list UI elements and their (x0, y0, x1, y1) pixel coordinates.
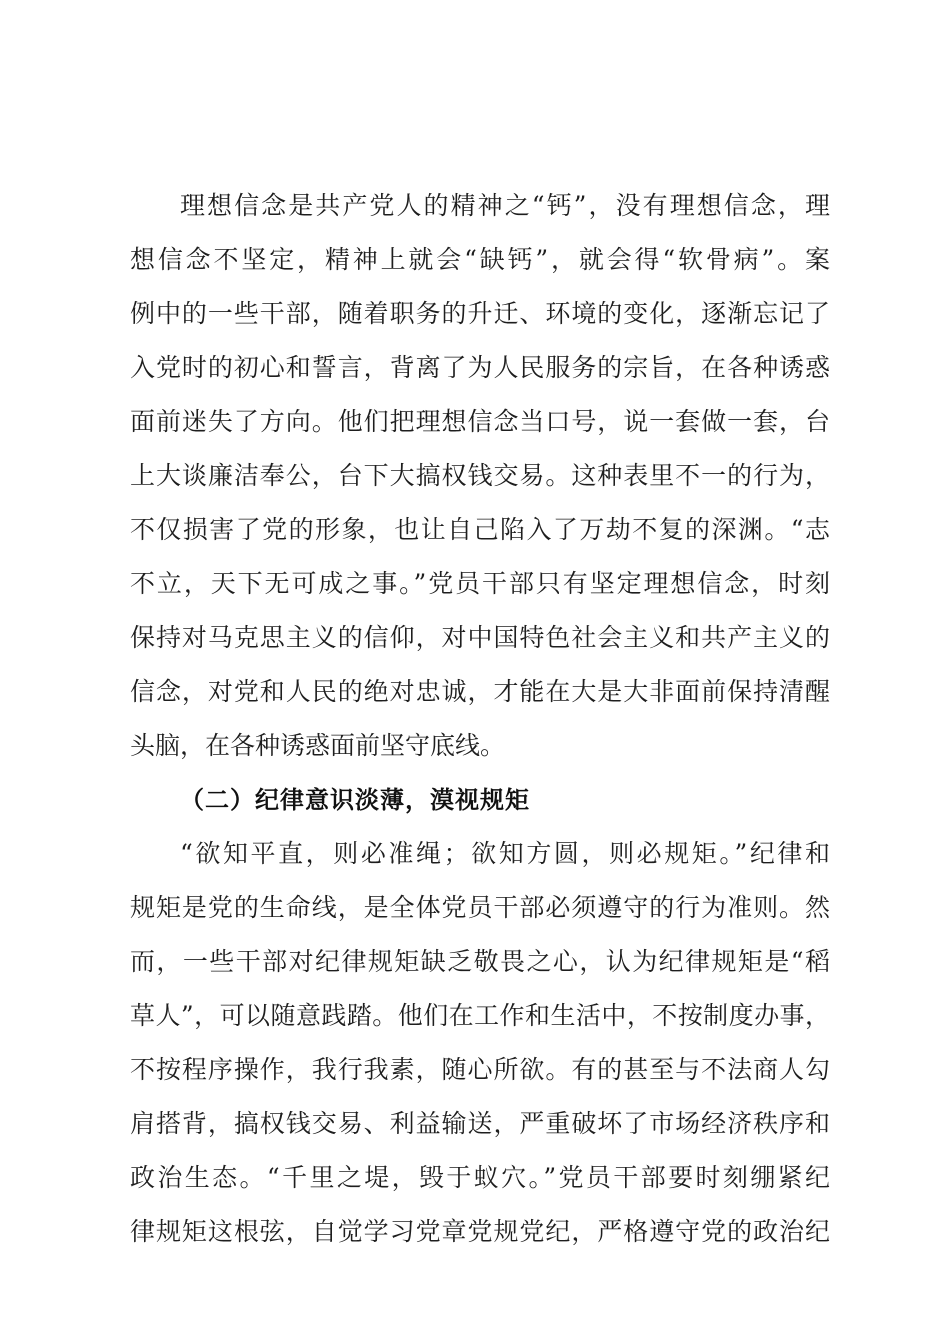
paragraph-2-line-5: 不按程序操作，我行我素，随心所欲。有的甚至与不法商人勾 (130, 1055, 830, 1084)
paragraph-1-line-9: 保持对马克思主义的信仰，对中国特色社会主义和共产主义的 (130, 623, 830, 652)
paragraph-1-line-2: 想信念不坚定，精神上就会“缺钙”，就会得“软骨病”。案 (130, 245, 830, 274)
paragraph-2-line-6: 肩搭背，搞权钱交易、利益输送，严重破坏了市场经济秩序和 (130, 1109, 830, 1138)
paragraph-1-line-11: 头脑，在各种诱惑面前坚守底线。 (130, 731, 506, 760)
paragraph-1-line-3: 例中的一些干部，随着职务的升迁、环境的变化，逐渐忘记了 (130, 299, 830, 328)
paragraph-2-line-8: 律规矩这根弦，自觉学习党章党规党纪，严格遵守党的政治纪 (130, 1217, 830, 1246)
paragraph-1-line-10: 信念，对党和人民的绝对忠诚，才能在大是大非面前保持清醒 (130, 677, 830, 706)
paragraph-2-line-4: 草人”，可以随意践踏。他们在工作和生活中，不按制度办事， (130, 1001, 830, 1030)
paragraph-1-line-4: 入党时的初心和誓言，背离了为人民服务的宗旨，在各种诱惑 (130, 353, 830, 382)
paragraph-1-line-8: 不立，天下无可成之事。”党员干部只有坚定理想信念，时刻 (130, 569, 830, 598)
paragraph-1-line-7: 不仅损害了党的形象，也让自己陷入了万劫不复的深渊。“志 (130, 515, 830, 544)
paragraph-2-line-3: 而，一些干部对纪律规矩缺乏敬畏之心，认为纪律规矩是“稻 (130, 947, 830, 976)
paragraph-2-line-7: 政治生态。“千里之堤，毁于蚁穴。”党员干部要时刻绷紧纪 (130, 1163, 830, 1192)
paragraph-1-line-5: 面前迷失了方向。他们把理想信念当口号，说一套做一套，台 (130, 407, 830, 436)
paragraph-2-line-2: 规矩是党的生命线，是全体党员干部必须遵守的行为准则。然 (130, 893, 830, 922)
paragraph-1-line-1: 理想信念是共产党人的精神之“钙”，没有理想信念，理 (180, 191, 830, 220)
section-heading: （二）纪律意识淡薄，漠视规矩 (180, 786, 530, 814)
paragraph-2-line-1: “欲知平直，则必准绳；欲知方圆，则必规矩。”纪律和 (180, 839, 830, 868)
paragraph-1-line-6: 上大谈廉洁奉公，台下大搞权钱交易。这种表里不一的行为， (130, 461, 830, 490)
